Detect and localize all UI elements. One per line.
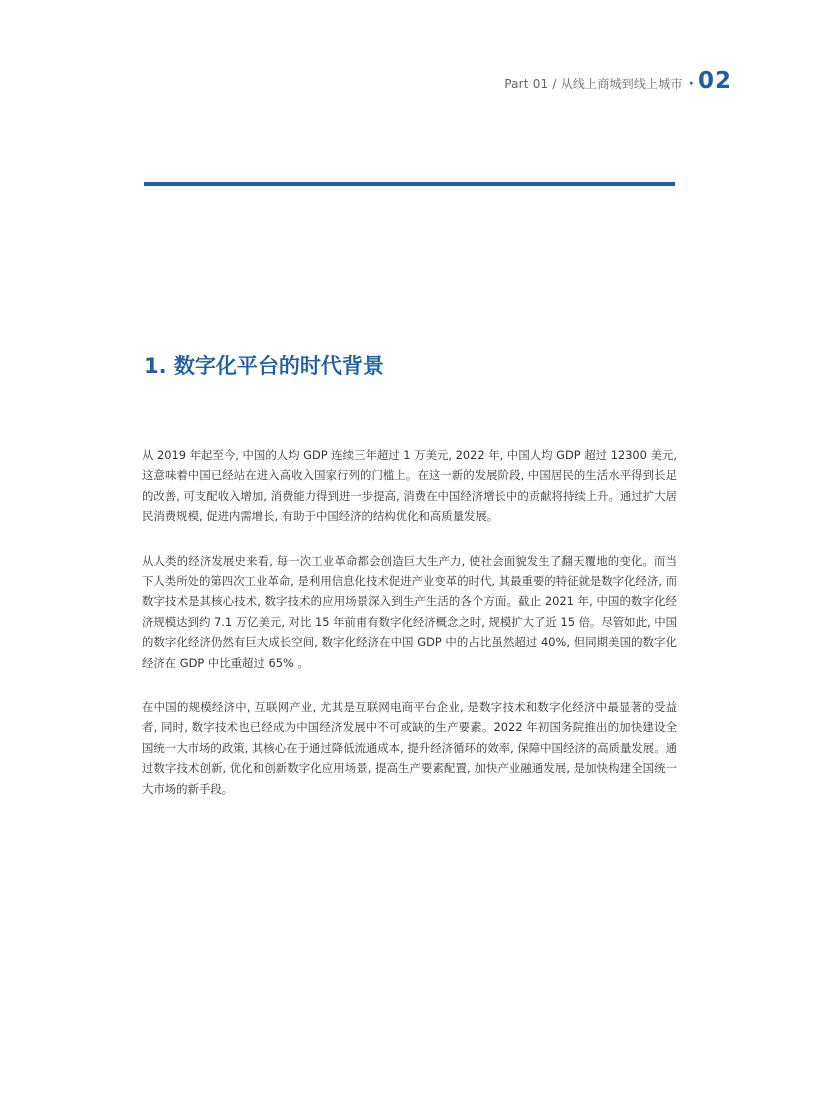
page-number: 02 — [697, 68, 732, 94]
paragraph-2: 从人类的经济发展史来看, 每一次工业革命都会创造巨大生产力, 使社会面貌发生了翻天覆地的变化。而当下人类所处的第四次工业革命, 是利用信息化技术促进产业变革的时代, 其最重要的特征就是数字化经济, 而数字技术是其核心技术, 数字技术的应用场景深入到生产生活的各个方面。截止 2021 年, 中国的数字化经济规模达到约 7.1 万亿美元, 对比 15 年前甫有数字化经济概念之时, 规模扩大了近 15 倍。尽管如此, 中国的数字化经济仍然有巨大成长空间, 数字化经济在中国 GDP 中的占比虽然超过 40%, 但同期美国的数字化经济在 GDP 中比重超过 65% 。 — [142, 553, 677, 670]
header-separator: · — [688, 76, 694, 92]
section-title: 1. 数字化平台的时代背景 — [144, 354, 384, 378]
paragraph-3: 在中国的规模经济中, 互联网产业, 尤其是互联网电商平台企业, 是数字技术和数字化经济中最显著的受益者, 同时, 数字技术也已经成为中国经济发展中不可或缺的生产要素。2022 年初国务院推出的加快建设全国统一大市场的政策, 其核心在于通过降低流通成本, 提升经济循环的效率, 保障中国经济的高质量发展。通过数字技术创新, 优化和创新数字化应用场景, 提高生产要素配置, 加快产业融通发展, 是加快构建全国统一大市场的新手段。 — [142, 700, 677, 796]
paragraph-1: 从 2019 年起至今, 中国的人均 GDP 连续三年超过 1 万美元, 2022 年, 中国人均 GDP 超过 12300 美元, 这意味着中国已经站在进入高收入国家行列的门槛上。在这一新的发展阶段, 中国居民的生活水平得到长足的改善, 可支配收入增加, 消费能力得到进一步提高, 消费在中国经济增长中的贡献将持续上升。通过扩大居民消费规模, 促进内需增长, 有助于中国经济的结构优化和高质量发展。 — [142, 448, 677, 524]
page-header — [504, 68, 732, 94]
body-text — [142, 445, 677, 823]
part-label: Part 01 / 从线上商城到线上城市 — [504, 77, 683, 91]
header-divider — [144, 182, 675, 186]
